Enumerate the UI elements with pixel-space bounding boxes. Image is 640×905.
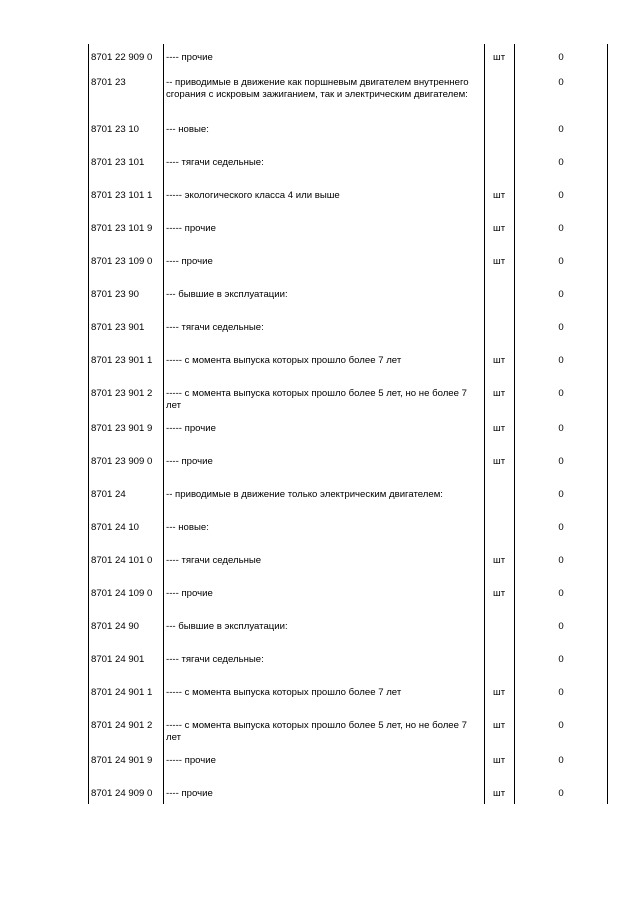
unit-cell: шт bbox=[485, 679, 515, 712]
table-row bbox=[89, 547, 608, 580]
code-cell: 8701 23 101 1 bbox=[89, 182, 164, 215]
table-row bbox=[89, 314, 608, 347]
description-cell: --- новые: bbox=[164, 514, 485, 547]
rate-cell: 0 bbox=[515, 613, 608, 646]
unit-cell: шт bbox=[485, 780, 515, 804]
code-cell: 8701 23 101 9 bbox=[89, 215, 164, 248]
description-cell: ---- прочие bbox=[164, 44, 485, 69]
code-cell: 8701 23 901 1 bbox=[89, 347, 164, 380]
description-cell: ---- тягачи седельные: bbox=[164, 314, 485, 347]
code-cell: 8701 24 901 bbox=[89, 646, 164, 679]
table-row bbox=[89, 380, 608, 415]
rate-cell: 0 bbox=[515, 215, 608, 248]
unit-cell: шт bbox=[485, 747, 515, 780]
description-cell: ----- с момента выпуска которых прошло более 7 лет bbox=[164, 679, 485, 712]
unit-cell bbox=[485, 514, 515, 547]
code-cell: 8701 23 90 bbox=[89, 281, 164, 314]
code-cell: 8701 24 909 0 bbox=[89, 780, 164, 804]
unit-cell bbox=[485, 646, 515, 679]
code-cell: 8701 22 909 0 bbox=[89, 44, 164, 69]
description-cell: --- бывшие в эксплуатации: bbox=[164, 281, 485, 314]
rate-cell: 0 bbox=[515, 314, 608, 347]
rate-cell: 0 bbox=[515, 547, 608, 580]
unit-cell: шт bbox=[485, 215, 515, 248]
rate-cell: 0 bbox=[515, 347, 608, 380]
table-row bbox=[89, 182, 608, 215]
rate-cell: 0 bbox=[515, 481, 608, 514]
code-cell: 8701 23 101 bbox=[89, 149, 164, 182]
description-cell: ----- с момента выпуска которых прошло более 7 лет bbox=[164, 347, 485, 380]
rate-cell: 0 bbox=[515, 69, 608, 116]
rate-cell: 0 bbox=[515, 679, 608, 712]
table-row bbox=[89, 281, 608, 314]
rate-cell: 0 bbox=[515, 747, 608, 780]
table-row bbox=[89, 248, 608, 281]
description-cell: ----- прочие bbox=[164, 215, 485, 248]
table-row bbox=[89, 116, 608, 149]
unit-cell: шт bbox=[485, 415, 515, 448]
rate-cell: 0 bbox=[515, 182, 608, 215]
unit-cell bbox=[485, 116, 515, 149]
unit-cell bbox=[485, 613, 515, 646]
unit-cell: шт bbox=[485, 44, 515, 69]
description-cell: --- бывшие в эксплуатации: bbox=[164, 613, 485, 646]
unit-cell: шт bbox=[485, 712, 515, 747]
rate-cell: 0 bbox=[515, 780, 608, 804]
description-cell: ---- прочие bbox=[164, 780, 485, 804]
rate-cell: 0 bbox=[515, 248, 608, 281]
rate-cell: 0 bbox=[515, 514, 608, 547]
code-cell: 8701 24 101 0 bbox=[89, 547, 164, 580]
table-row bbox=[89, 44, 608, 69]
description-cell: ---- прочие bbox=[164, 580, 485, 613]
code-cell: 8701 23 901 9 bbox=[89, 415, 164, 448]
code-cell: 8701 24 901 1 bbox=[89, 679, 164, 712]
unit-cell bbox=[485, 481, 515, 514]
table-row bbox=[89, 415, 608, 448]
tariff-table-body bbox=[89, 44, 608, 804]
unit-cell bbox=[485, 69, 515, 116]
unit-cell: шт bbox=[485, 380, 515, 415]
table-row bbox=[89, 448, 608, 481]
unit-cell: шт bbox=[485, 347, 515, 380]
description-cell: ----- экологического класса 4 или выше bbox=[164, 182, 485, 215]
table-row bbox=[89, 712, 608, 747]
description-cell: --- новые: bbox=[164, 116, 485, 149]
unit-cell bbox=[485, 281, 515, 314]
description-cell: ---- тягачи седельные bbox=[164, 547, 485, 580]
table-row bbox=[89, 514, 608, 547]
table-row bbox=[89, 149, 608, 182]
code-cell: 8701 23 909 0 bbox=[89, 448, 164, 481]
rate-cell: 0 bbox=[515, 448, 608, 481]
rate-cell: 0 bbox=[515, 415, 608, 448]
unit-cell: шт bbox=[485, 248, 515, 281]
code-cell: 8701 23 bbox=[89, 69, 164, 116]
description-cell: ---- прочие bbox=[164, 448, 485, 481]
unit-cell: шт bbox=[485, 182, 515, 215]
rate-cell: 0 bbox=[515, 149, 608, 182]
rate-cell: 0 bbox=[515, 580, 608, 613]
unit-cell: шт bbox=[485, 547, 515, 580]
table-row bbox=[89, 580, 608, 613]
table-row bbox=[89, 613, 608, 646]
table-row bbox=[89, 69, 608, 116]
description-cell: ----- с момента выпуска которых прошло более 5 лет, но не более 7 лет bbox=[164, 380, 485, 415]
table-row bbox=[89, 747, 608, 780]
description-cell: ----- с момента выпуска которых прошло более 5 лет, но не более 7 лет bbox=[164, 712, 485, 747]
unit-cell: шт bbox=[485, 448, 515, 481]
rate-cell: 0 bbox=[515, 281, 608, 314]
code-cell: 8701 24 901 2 bbox=[89, 712, 164, 747]
code-cell: 8701 23 109 0 bbox=[89, 248, 164, 281]
table-row bbox=[89, 646, 608, 679]
code-cell: 8701 24 bbox=[89, 481, 164, 514]
code-cell: 8701 23 901 bbox=[89, 314, 164, 347]
unit-cell: шт bbox=[485, 580, 515, 613]
description-cell: ----- прочие bbox=[164, 415, 485, 448]
description-cell: ---- прочие bbox=[164, 248, 485, 281]
rate-cell: 0 bbox=[515, 380, 608, 415]
code-cell: 8701 24 90 bbox=[89, 613, 164, 646]
code-cell: 8701 24 10 bbox=[89, 514, 164, 547]
code-cell: 8701 23 10 bbox=[89, 116, 164, 149]
table-row bbox=[89, 347, 608, 380]
table-row bbox=[89, 215, 608, 248]
description-cell: -- приводимые в движение только электрическим двигателем: bbox=[164, 481, 485, 514]
tariff-table bbox=[88, 44, 608, 804]
unit-cell bbox=[485, 314, 515, 347]
table-row bbox=[89, 679, 608, 712]
rate-cell: 0 bbox=[515, 44, 608, 69]
rate-cell: 0 bbox=[515, 712, 608, 747]
description-cell: ---- тягачи седельные: bbox=[164, 149, 485, 182]
rate-cell: 0 bbox=[515, 116, 608, 149]
unit-cell bbox=[485, 149, 515, 182]
description-cell: ---- тягачи седельные: bbox=[164, 646, 485, 679]
rate-cell: 0 bbox=[515, 646, 608, 679]
table-row bbox=[89, 481, 608, 514]
table-row bbox=[89, 780, 608, 804]
description-cell: ----- прочие bbox=[164, 747, 485, 780]
code-cell: 8701 23 901 2 bbox=[89, 380, 164, 415]
description-cell: -- приводимые в движение как поршневым двигателем внутреннего сгорания с искровым зажиганием, так и электрическим двигателем: bbox=[164, 69, 485, 116]
code-cell: 8701 24 901 9 bbox=[89, 747, 164, 780]
code-cell: 8701 24 109 0 bbox=[89, 580, 164, 613]
